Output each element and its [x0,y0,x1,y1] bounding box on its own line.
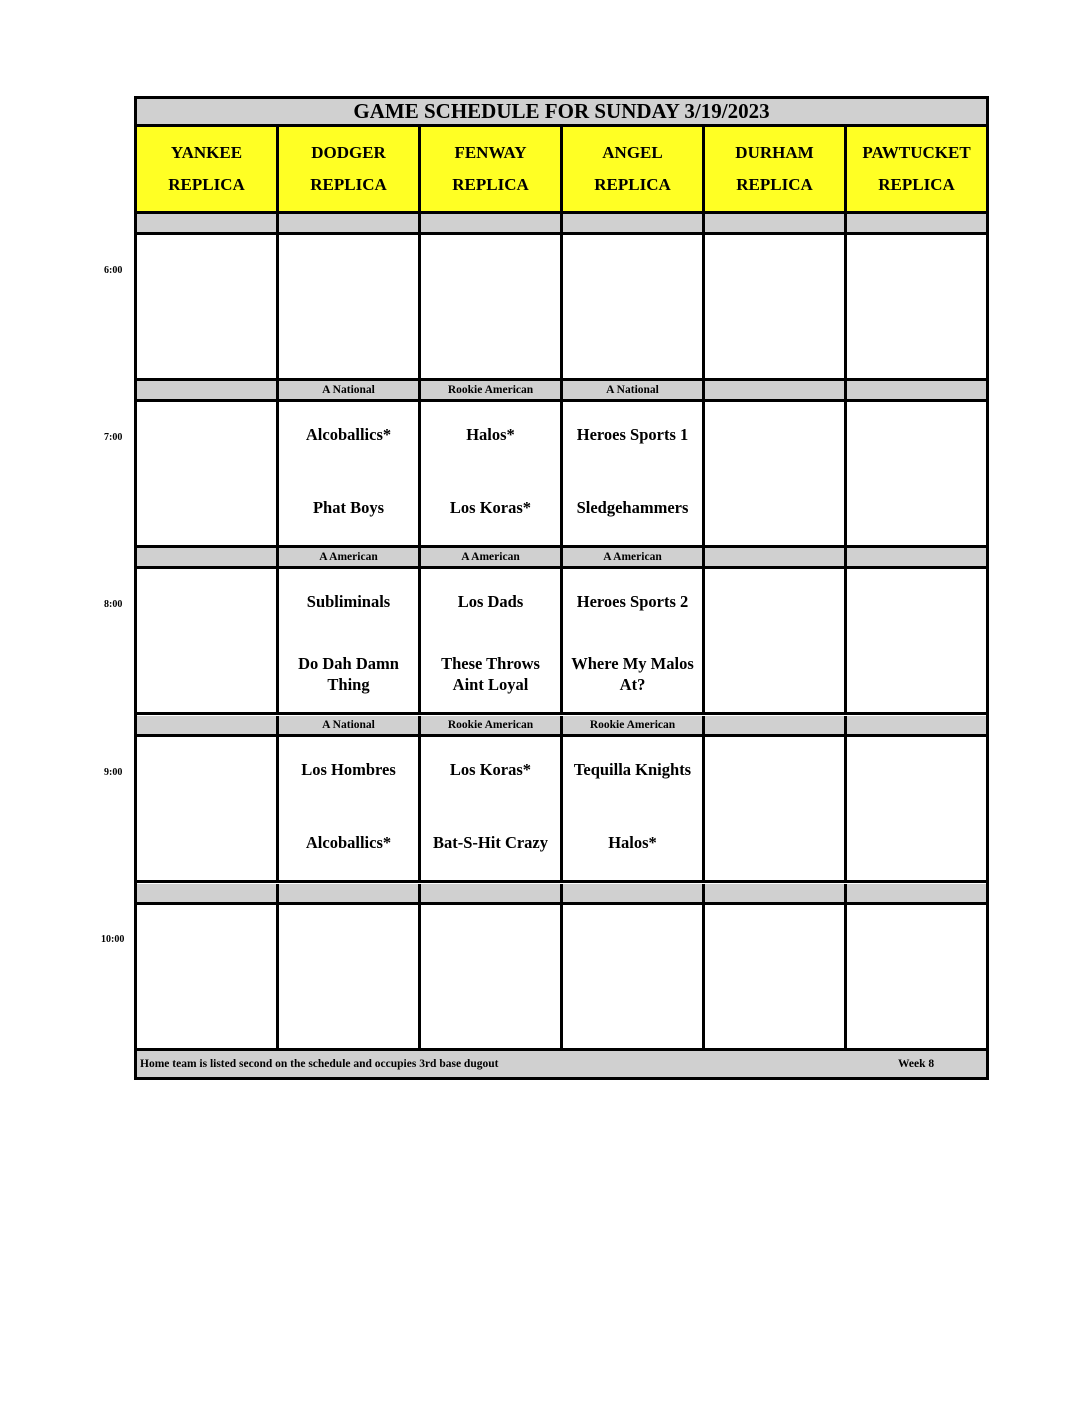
division-label [847,884,986,902]
division-label [137,214,279,232]
time-label: 8:00 [104,599,123,610]
week-label: Week 8 [898,1058,935,1070]
division-label: A American [279,548,421,566]
division-row [137,716,986,737]
home-team: Los Koras* [449,498,532,517]
schedule-table [134,96,989,1080]
game-cell [563,737,705,880]
division-label [705,548,847,566]
field-header-pawtucket [847,127,986,214]
field-header-durham [705,127,847,214]
away-team: Los Dads [457,592,524,611]
home-team: Sledgehammers [576,498,689,517]
division-label [137,548,279,566]
time-label: 7:00 [104,432,123,443]
home-team: Bat-S-Hit Crazy [432,833,549,852]
game-cell [705,737,847,880]
field-sub: REPLICA [310,175,387,194]
home-team: These Throws Aint Loyal [441,654,540,694]
field-name: DODGER [311,143,386,162]
away-team: Los Hombres [301,760,396,779]
division-label [279,884,421,902]
division-label [847,716,986,734]
division-label: A National [279,716,421,734]
away-team: Los Koras* [449,760,532,779]
division-row [137,884,986,905]
division-label [847,548,986,566]
division-label: A American [563,548,705,566]
game-cell [705,569,847,712]
division-row [137,548,986,569]
game-row [137,235,986,381]
game-cell [421,737,563,880]
game-row [137,569,986,715]
field-header-row [137,127,986,214]
field-sub: REPLICA [878,175,955,194]
game-cell [279,402,421,545]
field-name: ANGEL [602,143,663,162]
division-label [421,884,563,902]
game-cell [137,569,279,712]
division-row [137,214,986,235]
home-team: Alcoballics* [305,833,392,852]
game-cell [563,402,705,545]
footer-note: Home team is listed second on the schedule and occupies 3rd base dugout [140,1058,499,1070]
game-cell [279,235,421,378]
game-cell [279,569,421,712]
division-label: Rookie American [421,716,563,734]
division-label: A National [279,381,421,399]
division-label [705,214,847,232]
away-team: Heroes Sports 2 [576,592,689,611]
division-row [137,381,986,402]
game-cell [563,905,705,1048]
game-row [137,905,986,1051]
schedule-footer [137,1051,986,1077]
home-team: Do Dah Damn Thing [298,654,399,694]
game-cell [421,402,563,545]
field-name: FENWAY [454,143,527,162]
division-label [421,214,563,232]
division-label [137,381,279,399]
away-team: Heroes Sports 1 [576,425,689,444]
game-cell [847,905,986,1048]
field-name: DURHAM [735,143,814,162]
division-label: A American [421,548,563,566]
game-cell [137,737,279,880]
division-label [563,884,705,902]
time-label: 6:00 [104,265,123,276]
home-team: Where My Malos At? [571,654,694,694]
game-cell [847,402,986,545]
field-sub: REPLICA [452,175,529,194]
field-header-fenway [421,127,563,214]
game-cell [421,569,563,712]
game-cell [137,905,279,1048]
game-cell [137,235,279,378]
schedule-title: GAME SCHEDULE FOR SUNDAY 3/19/2023 [137,99,986,127]
game-row [137,737,986,883]
field-name: PAWTUCKET [862,143,971,162]
away-team: Tequilla Knights [573,760,692,779]
game-cell [137,402,279,545]
division-label [847,381,986,399]
division-label [705,381,847,399]
game-cell [421,905,563,1048]
game-cell [563,235,705,378]
game-cell [847,737,986,880]
division-label [137,716,279,734]
game-cell [847,235,986,378]
away-team: Alcoballics* [305,425,392,444]
division-label: Rookie American [563,716,705,734]
field-header-yankee [137,127,279,214]
game-cell [563,569,705,712]
division-label: A National [563,381,705,399]
division-label [137,884,279,902]
time-label: 10:00 [101,934,125,945]
division-label [279,214,421,232]
game-row [137,402,986,548]
field-header-dodger [279,127,421,214]
time-label: 9:00 [104,767,123,778]
field-sub: REPLICA [736,175,813,194]
field-sub: REPLICA [168,175,245,194]
game-cell [705,402,847,545]
division-label [705,716,847,734]
away-team: Subliminals [306,592,391,611]
division-label [847,214,986,232]
game-cell [847,569,986,712]
game-cell [279,737,421,880]
field-header-angel [563,127,705,214]
field-name: YANKEE [170,143,243,162]
home-team: Halos* [608,833,657,852]
division-label: Rookie American [421,381,563,399]
division-label [563,214,705,232]
game-cell [705,235,847,378]
game-cell [279,905,421,1048]
away-team: Halos* [466,425,515,444]
game-cell [421,235,563,378]
game-cell [705,905,847,1048]
home-team: Phat Boys [312,498,385,517]
division-label [705,884,847,902]
field-sub: REPLICA [594,175,671,194]
